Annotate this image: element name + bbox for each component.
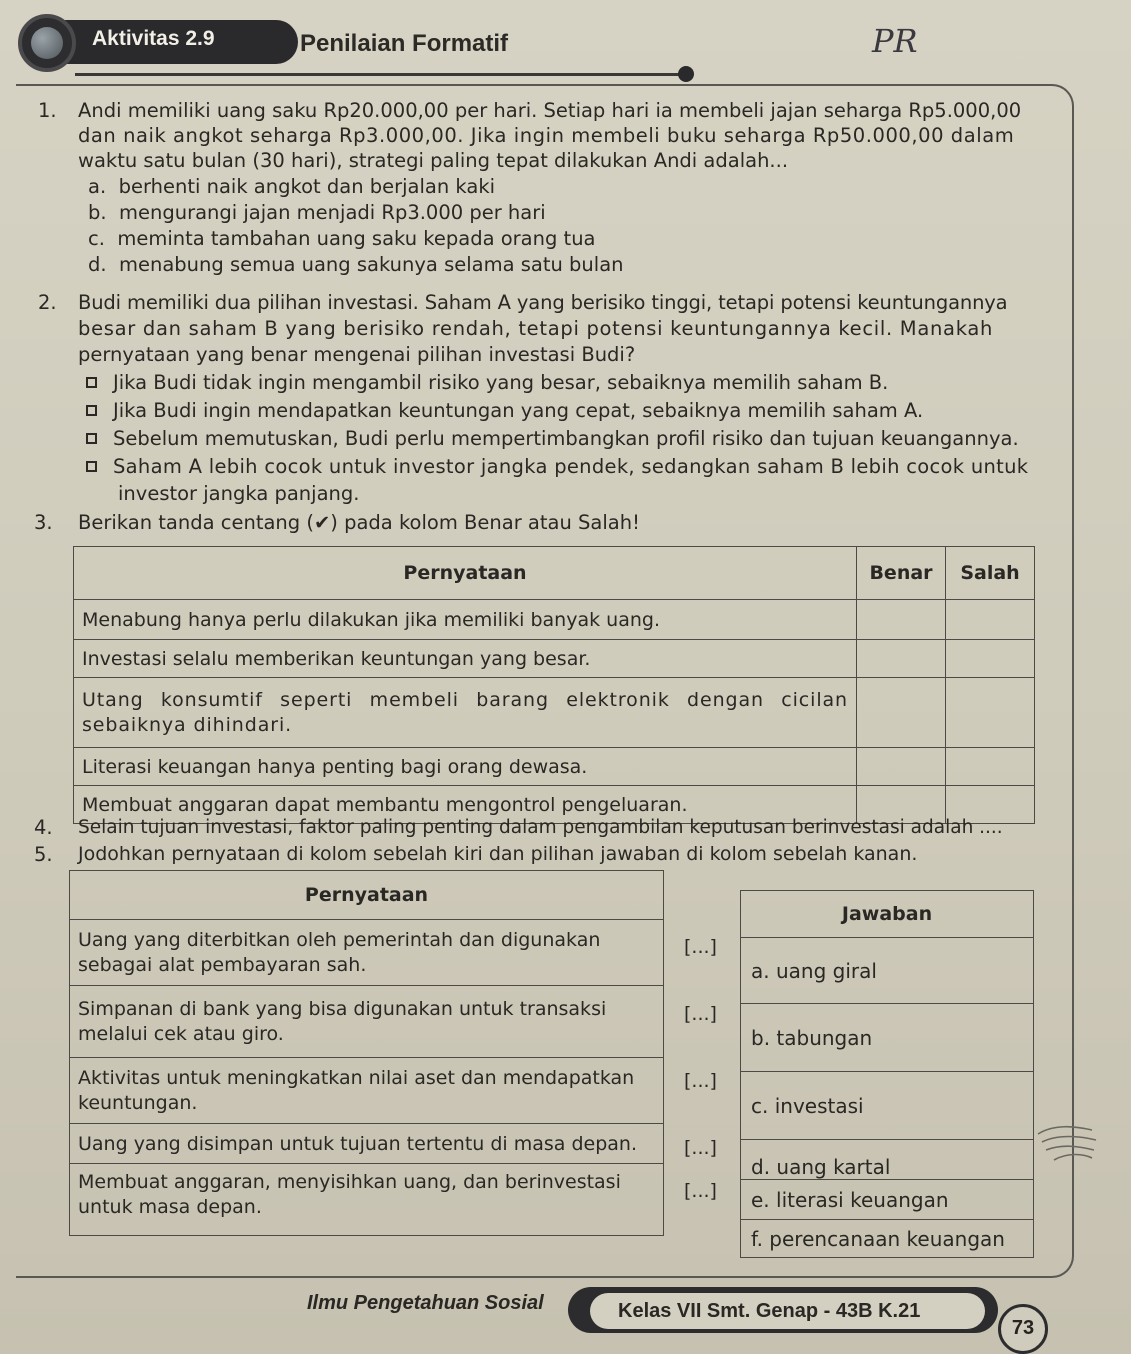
q2-option-4-continued: investor jangka panjang. xyxy=(118,482,360,505)
list-item xyxy=(741,1140,1034,1180)
checkbox-icon[interactable] xyxy=(86,377,97,388)
footer-class-label xyxy=(590,1293,985,1329)
page-number-badge xyxy=(998,1304,1048,1354)
matching-statements-table xyxy=(69,870,664,1236)
column-header-false: Salah xyxy=(946,547,1035,600)
answer-option: c. investasi xyxy=(741,1072,1034,1140)
activity-label-tab xyxy=(58,20,298,64)
q3-instruction: Berikan tanda centang (✔) pada kolom Benar atau Salah! xyxy=(78,511,640,534)
q4-text: Selain tujuan investasi, faktor paling penting dalam pengambilan keputusan berinvestasi adalah .... xyxy=(78,817,1003,838)
answer-option: d. uang kartal xyxy=(741,1140,1034,1180)
q4-number: 4. xyxy=(34,816,53,839)
table-row xyxy=(70,920,664,986)
table-row xyxy=(74,748,1035,786)
table-row xyxy=(70,1164,664,1236)
pencil-scribble-icon xyxy=(1034,1120,1104,1170)
table-row xyxy=(70,1058,664,1124)
statement-cell: Utang konsumtif seperti membeli barang elektronik dengan cicilan sebaiknya dihindari. xyxy=(74,678,857,748)
table-row xyxy=(74,678,1035,748)
q2-option-2: Jika Budi ingin mendapatkan keuntungan yang cepat, sebaiknya memilih saham A. xyxy=(86,398,923,423)
answer-blank[interactable]: [...] xyxy=(684,1003,717,1025)
true-false-table xyxy=(73,546,1035,824)
q1-line-3: waktu satu bulan (30 hari), strategi paling tepat dilakukan Andi adalah... xyxy=(78,149,789,172)
globe-icon xyxy=(18,14,76,72)
q2-number: 2. xyxy=(38,291,57,314)
table-row xyxy=(70,986,664,1058)
statement-cell: Literasi keuangan hanya penting bagi orang dewasa. xyxy=(74,748,857,786)
statement-cell: Membuat anggaran dapat membantu mengontrol pengeluaran. xyxy=(74,786,857,824)
column-header-statement: Pernyataan xyxy=(74,547,857,600)
header-divider xyxy=(75,73,687,76)
footer-class-info: Kelas VII Smt. Genap - 43B K.21 xyxy=(618,1300,921,1322)
q2-option-3: Sebelum memutuskan, Budi perlu mempertimbangkan profil risiko dan tujuan keuangannya. xyxy=(86,426,1019,451)
statement-cell: Menabung hanya perlu dilakukan jika memiliki banyak uang. xyxy=(74,600,857,640)
list-item xyxy=(741,1180,1034,1220)
true-cell[interactable] xyxy=(857,640,946,678)
matching-answers-table xyxy=(740,890,1034,1258)
checkbox-icon[interactable] xyxy=(86,433,97,444)
false-cell[interactable] xyxy=(946,600,1035,640)
activity-label: Aktivitas 2.9 xyxy=(92,27,215,50)
answer-blank[interactable]: [...] xyxy=(684,1070,717,1092)
table-row xyxy=(74,640,1035,678)
handwritten-note: PR xyxy=(872,22,918,60)
statement-cell: Investasi selalu memberikan keuntungan yang besar. xyxy=(74,640,857,678)
q1-number: 1. xyxy=(38,99,57,122)
false-cell[interactable] xyxy=(946,640,1035,678)
list-item xyxy=(741,938,1034,1004)
page-title: Penilaian Formatif xyxy=(300,30,509,57)
true-cell[interactable] xyxy=(857,748,946,786)
false-cell[interactable] xyxy=(946,678,1035,748)
answer-option: b. tabungan xyxy=(741,1004,1034,1072)
list-item xyxy=(741,1072,1034,1140)
answer-option: f. perencanaan keuangan xyxy=(741,1220,1034,1258)
q5-number: 5. xyxy=(34,843,53,866)
answer-blank[interactable]: [...] xyxy=(684,1137,717,1159)
statement-cell: Uang yang diterbitkan oleh pemerintah dan digunakan sebagai alat pembayaran sah. xyxy=(70,920,664,986)
q1-option-d: d. menabung semua uang sakunya selama satu bulan xyxy=(88,253,624,276)
column-header-statement: Pernyataan xyxy=(70,871,664,920)
q1-option-c: c. meminta tambahan uang saku kepada orang tua xyxy=(88,227,596,250)
statement-cell: Uang yang disimpan untuk tujuan tertentu di masa depan. xyxy=(70,1124,664,1164)
answer-option: e. literasi keuangan xyxy=(741,1180,1034,1220)
list-item xyxy=(741,1004,1034,1072)
q1-line-1: Andi memiliki uang saku Rp20.000,00 per hari. Setiap hari ia membeli jajan seharga Rp5.000,00 xyxy=(78,99,1022,122)
header-divider-dot xyxy=(678,66,694,82)
q1-option-a: a. berhenti naik angkot dan berjalan kaki xyxy=(88,175,496,198)
q5-instruction: Jodohkan pernyataan di kolom sebelah kiri dan pilihan jawaban di kolom sebelah kanan. xyxy=(78,843,918,865)
page-number: 73 xyxy=(1011,1317,1035,1339)
false-cell[interactable] xyxy=(946,748,1035,786)
checkbox-icon[interactable] xyxy=(86,461,97,472)
footer-subject: Ilmu Pengetahuan Sosial xyxy=(307,1292,544,1314)
q2-option-4: Saham A lebih cocok untuk investor jangka pendek, sedangkan saham B lebih cocok untuk xyxy=(86,454,1028,479)
answer-option: a. uang giral xyxy=(741,938,1034,1004)
q2-line-1: Budi memiliki dua pilihan investasi. Saham A yang berisiko tinggi, tetapi potensi keuntungannya xyxy=(78,291,1008,314)
true-cell[interactable] xyxy=(857,600,946,640)
answer-blank[interactable]: [...] xyxy=(684,1180,717,1202)
true-cell[interactable] xyxy=(857,678,946,748)
checkbox-icon[interactable] xyxy=(86,405,97,416)
q2-line-3: pernyataan yang benar mengenai pilihan investasi Budi? xyxy=(78,343,636,366)
column-header-true: Benar xyxy=(857,547,946,600)
column-header-answer: Jawaban xyxy=(741,891,1034,938)
q1-line-2: dan naik angkot seharga Rp3.000,00. Jika ingin membeli buku seharga Rp50.000,00 dalam xyxy=(78,124,1015,147)
list-item xyxy=(741,1220,1034,1258)
answer-blank[interactable]: [...] xyxy=(684,936,717,958)
q1-option-b: b. mengurangi jajan menjadi Rp3.000 per hari xyxy=(88,201,546,224)
statement-cell: Membuat anggaran, menyisihkan uang, dan berinvestasi untuk masa depan. xyxy=(70,1164,664,1236)
table-row xyxy=(74,600,1035,640)
q2-option-1: Jika Budi tidak ingin mengambil risiko yang besar, sebaiknya memilih saham B. xyxy=(86,370,888,395)
q3-number: 3. xyxy=(34,511,53,534)
statement-cell: Simpanan di bank yang bisa digunakan untuk transaksi melalui cek atau giro. xyxy=(70,986,664,1058)
statement-cell: Aktivitas untuk meningkatkan nilai aset dan mendapatkan keuntungan. xyxy=(70,1058,664,1124)
q2-line-2: besar dan saham B yang berisiko rendah, tetapi potensi keuntungannya kecil. Manakah xyxy=(78,317,994,340)
table-row xyxy=(70,1124,664,1164)
